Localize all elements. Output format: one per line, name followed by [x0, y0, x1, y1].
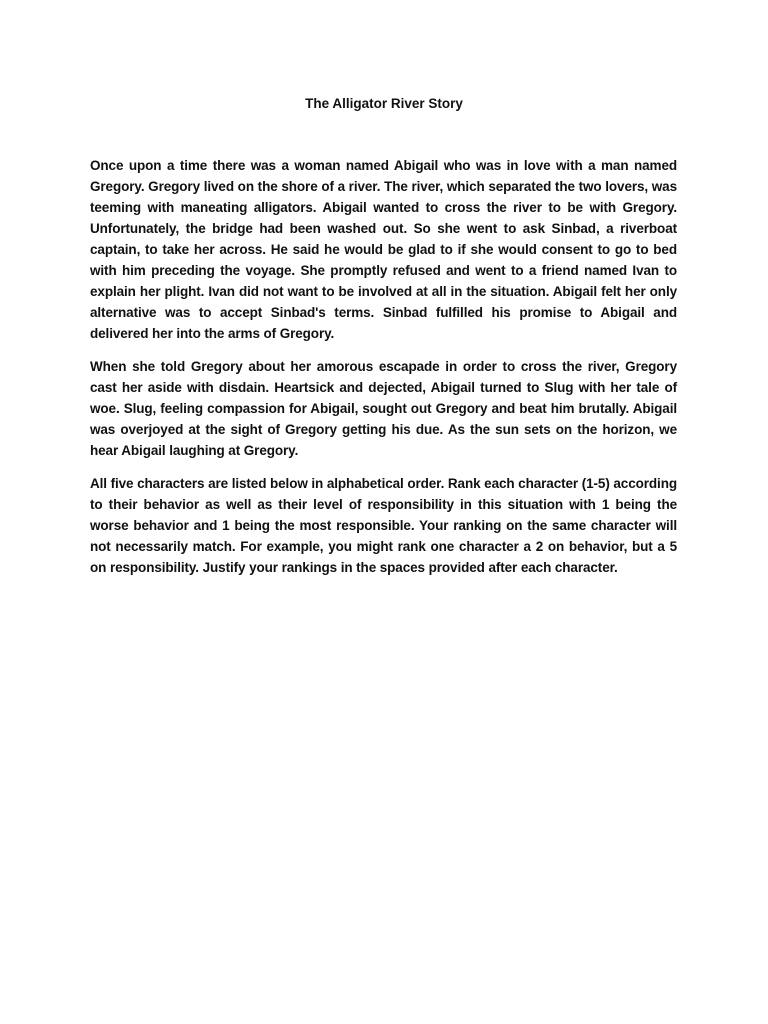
document-body [90, 155, 677, 590]
document-title: The Alligator River Story [305, 96, 463, 111]
story-paragraph-1: Once upon a time there was a woman named Abigail who was in love with a man named Gregory. Gregory lived on the shore of a river. The river, which separated the two lovers, was teeming with maneating alligators. Abigail wanted to cross the river to be with Gregory. Unfortunately, the bridge had been washed out. So she went to ask Sinbad, a riverboat captain, to take her across. He said he would be glad to if she would consent to go to bed with him preceding the voyage. She promptly refused and went to a friend named Ivan to explain her plight. Ivan did not want to be involved at all in the situation. Abigail felt her only alternative was to accept Sinbad's terms. Sinbad fulfilled his promise to Abigail and delivered her into the arms of Gregory. [90, 158, 677, 341]
instructions-paragraph: All five characters are listed below in alphabetical order. Rank each character (1-5) according to their behavior as well as their level of responsibility in this situation with 1 being the worse behavior and 1 being the most responsible. Your ranking on the same character will not necessarily match. For example, you might rank one character a 2 on behavior, but a 5 on responsibility. Justify your rankings in the spaces provided after each character. [90, 476, 677, 575]
story-paragraph-2: When she told Gregory about her amorous escapade in order to cross the river, Gregory cast her aside with disdain. Heartsick and dejected, Abigail turned to Slug with her tale of woe. Slug, feeling compassion for Abigail, sought out Gregory and beat him brutally. Abigail was overjoyed at the sight of Gregory getting his due. As the sun sets on the horizon, we hear Abigail laughing at Gregory. [90, 359, 677, 458]
